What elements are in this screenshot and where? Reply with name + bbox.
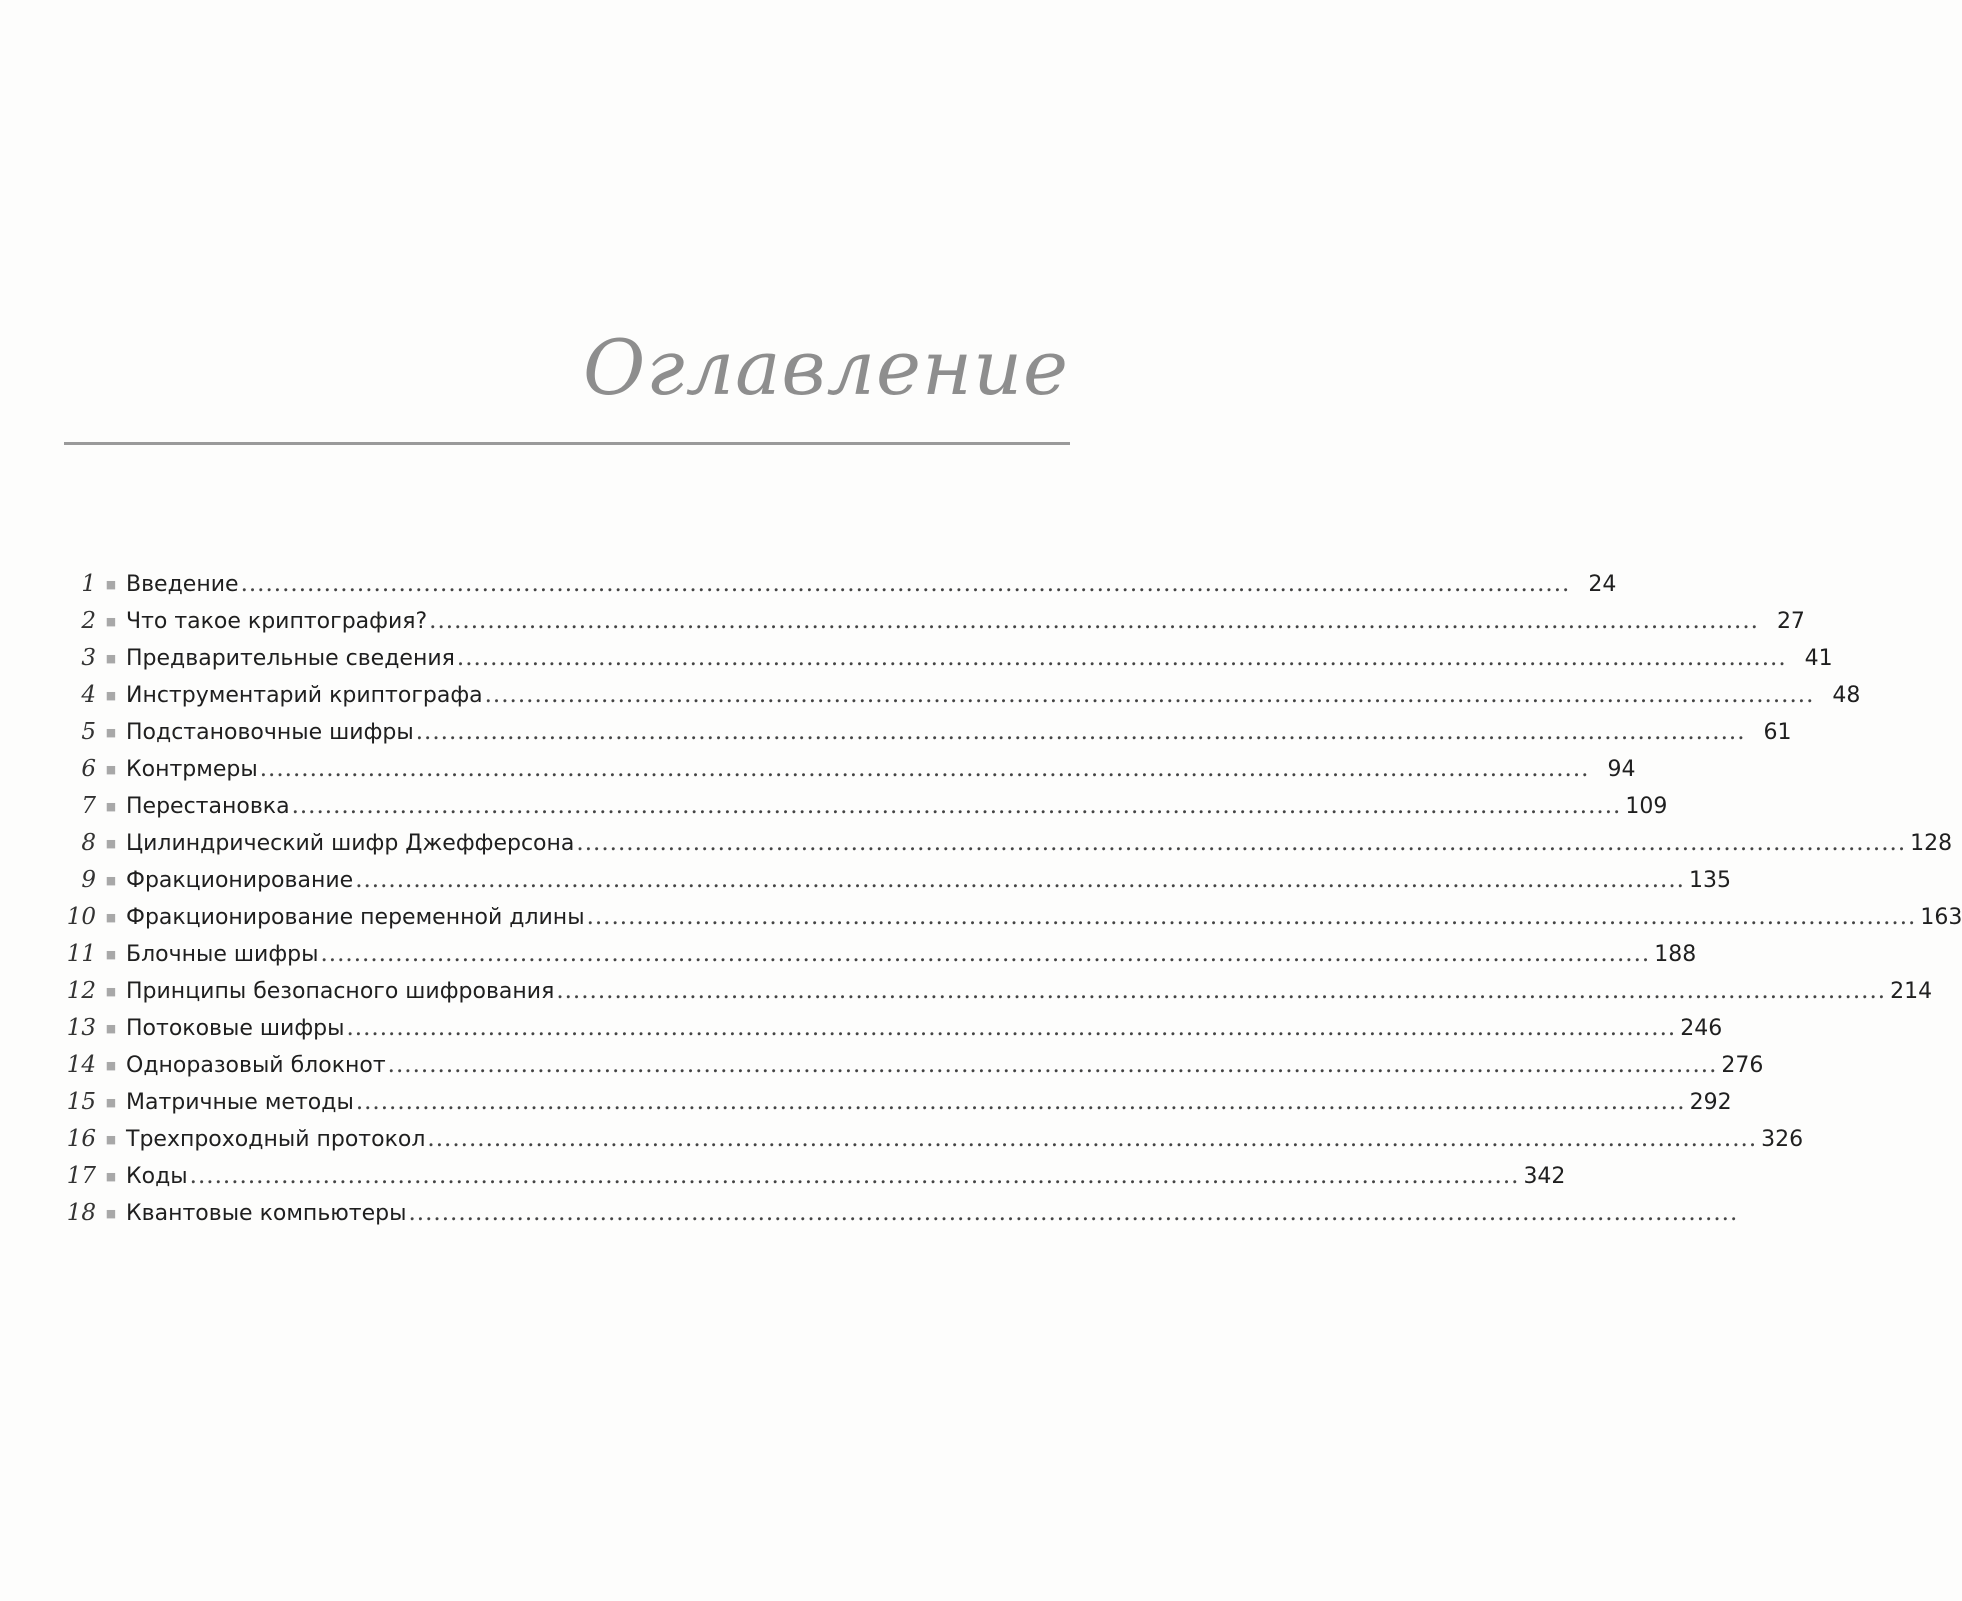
chapter-title: Потоковые шифры: [126, 1016, 345, 1041]
chapter-title: Одноразовый блокнот: [126, 1053, 386, 1078]
page-number: 94: [1607, 757, 1636, 782]
page-number: 292: [1689, 1090, 1732, 1115]
page-number: 214: [1890, 979, 1933, 1004]
chapter-number: 12: [66, 978, 96, 1004]
table-of-contents: [56, 566, 1962, 1232]
chapter-number: 18: [66, 1200, 96, 1226]
dot-leader: ................................................................................................................................................................: [429, 608, 1759, 634]
bullet-icon: ■: [105, 1133, 117, 1146]
chapter-number: 10: [66, 904, 96, 930]
chapter-number: 5: [81, 719, 96, 745]
chapter-number: 16: [66, 1126, 96, 1152]
toc-entry[interactable]: [56, 1158, 1566, 1195]
bullet-icon: ■: [105, 726, 117, 739]
bullet-icon: ■: [105, 837, 117, 850]
bullet-icon: ■: [105, 763, 117, 776]
page-title: Оглавление: [582, 323, 1069, 412]
toc-entry[interactable]: [56, 677, 1861, 714]
dot-leader: ................................................................................................................................................................: [415, 719, 1746, 745]
toc-entry[interactable]: [56, 1010, 1723, 1047]
dot-leader: ................................................................................................................................................................: [355, 1089, 1686, 1115]
page-number: 135: [1688, 868, 1731, 893]
dot-leader: ................................................................................................................................................................: [291, 793, 1622, 819]
page-number: 163: [1920, 905, 1962, 930]
chapter-number: 8: [81, 830, 96, 856]
page-number: 342: [1523, 1164, 1566, 1189]
chapter-title: Блочные шифры: [126, 942, 319, 967]
bullet-icon: ■: [105, 800, 117, 813]
bullet-icon: ■: [105, 1022, 117, 1035]
page-number: 109: [1625, 794, 1668, 819]
dot-leader: ................................................................................................................................................................: [387, 1052, 1718, 1078]
chapter-number: 4: [81, 682, 96, 708]
bullet-icon: ■: [105, 948, 117, 961]
chapter-title: Перестановка: [126, 794, 290, 819]
toc-entry[interactable]: [56, 825, 1953, 862]
chapter-title: Что такое криптография?: [126, 609, 428, 634]
dot-leader: ................................................................................................................................................................: [576, 830, 1907, 856]
dot-leader: ................................................................................................................................................................: [556, 978, 1887, 1004]
chapter-number: 2: [81, 608, 96, 634]
toc-entry[interactable]: [56, 1084, 1732, 1121]
chapter-number: 6: [81, 756, 96, 782]
toc-entry[interactable]: [56, 1047, 1764, 1084]
chapter-number: 15: [66, 1089, 96, 1115]
toc-entry[interactable]: [56, 566, 1617, 603]
page-number: 128: [1910, 831, 1953, 856]
bullet-icon: ■: [105, 1059, 117, 1072]
toc-entry[interactable]: [56, 899, 1962, 936]
bullet-icon: ■: [105, 1170, 117, 1183]
chapter-title: Фракционирование переменной длины: [126, 905, 585, 930]
bullet-icon: ■: [105, 652, 117, 665]
chapter-title: Цилиндрический шифр Джефферсона: [126, 831, 575, 856]
dot-leader: ................................................................................................................................................................: [408, 1200, 1739, 1226]
chapter-title: Принципы безопасного шифрования: [126, 979, 555, 1004]
chapter-number: 9: [81, 867, 96, 893]
page-number: 188: [1654, 942, 1697, 967]
page-number: 276: [1721, 1053, 1764, 1078]
toc-entry[interactable]: [56, 714, 1792, 751]
dot-leader: ................................................................................................................................................................: [586, 904, 1917, 930]
chapter-number: 1: [81, 571, 96, 597]
dot-leader: ................................................................................................................................................................: [484, 682, 1815, 708]
bullet-icon: ■: [105, 689, 117, 702]
chapter-number: 13: [66, 1015, 96, 1041]
chapter-number: 7: [81, 793, 96, 819]
dot-leader: ................................................................................................................................................................: [355, 867, 1685, 893]
dot-leader: ................................................................................................................................................................: [427, 1126, 1758, 1152]
chapter-title: Предварительные сведения: [126, 646, 455, 671]
chapter-title: Трехпроходный протокол: [126, 1127, 426, 1152]
bullet-icon: ■: [105, 874, 117, 887]
dot-leader: ................................................................................................................................................................: [346, 1015, 1677, 1041]
toc-entry[interactable]: [56, 640, 1833, 677]
chapter-title: Квантовые компьютеры: [126, 1201, 407, 1226]
bullet-icon: ■: [105, 911, 117, 924]
chapter-title: Контрмеры: [126, 757, 258, 782]
page-number: 24: [1588, 572, 1617, 597]
toc-entry[interactable]: [56, 751, 1636, 788]
page-number: 61: [1763, 720, 1792, 745]
toc-entry[interactable]: [56, 1121, 1804, 1158]
chapter-number: 3: [81, 645, 96, 671]
bullet-icon: ■: [105, 985, 117, 998]
page-number: 48: [1832, 683, 1861, 708]
page-number: 27: [1776, 609, 1805, 634]
bullet-icon: ■: [105, 615, 117, 628]
toc-entry[interactable]: [56, 936, 1697, 973]
chapter-title: Подстановочные шифры: [126, 720, 414, 745]
chapter-title: Фракционирование: [126, 868, 354, 893]
dot-leader: ................................................................................................................................................................: [189, 1163, 1520, 1189]
toc-entry[interactable]: [56, 862, 1731, 899]
chapter-title: Инструментарий криптографа: [126, 683, 483, 708]
title-divider: [64, 442, 1070, 445]
chapter-number: 14: [66, 1052, 96, 1078]
bullet-icon: ■: [105, 578, 117, 591]
chapter-number: 11: [66, 941, 96, 967]
chapter-title: Коды: [126, 1164, 188, 1189]
dot-leader: ................................................................................................................................................................: [259, 756, 1590, 782]
bullet-icon: ■: [105, 1096, 117, 1109]
dot-leader: ................................................................................................................................................................: [240, 571, 1571, 597]
chapter-number: 17: [66, 1163, 96, 1189]
chapter-title: Матричные методы: [126, 1090, 354, 1115]
dot-leader: ................................................................................................................................................................: [320, 941, 1651, 967]
toc-entry[interactable]: [56, 1195, 1739, 1232]
dot-leader: ................................................................................................................................................................: [456, 645, 1787, 671]
toc-entry[interactable]: [56, 973, 1933, 1010]
page-number: 41: [1804, 646, 1833, 671]
bullet-icon: ■: [105, 1207, 117, 1220]
chapter-title: Введение: [126, 572, 239, 597]
page-number: 326: [1761, 1127, 1804, 1152]
toc-entry[interactable]: [56, 788, 1668, 825]
toc-entry[interactable]: [56, 603, 1805, 640]
page-number: 246: [1680, 1016, 1723, 1041]
